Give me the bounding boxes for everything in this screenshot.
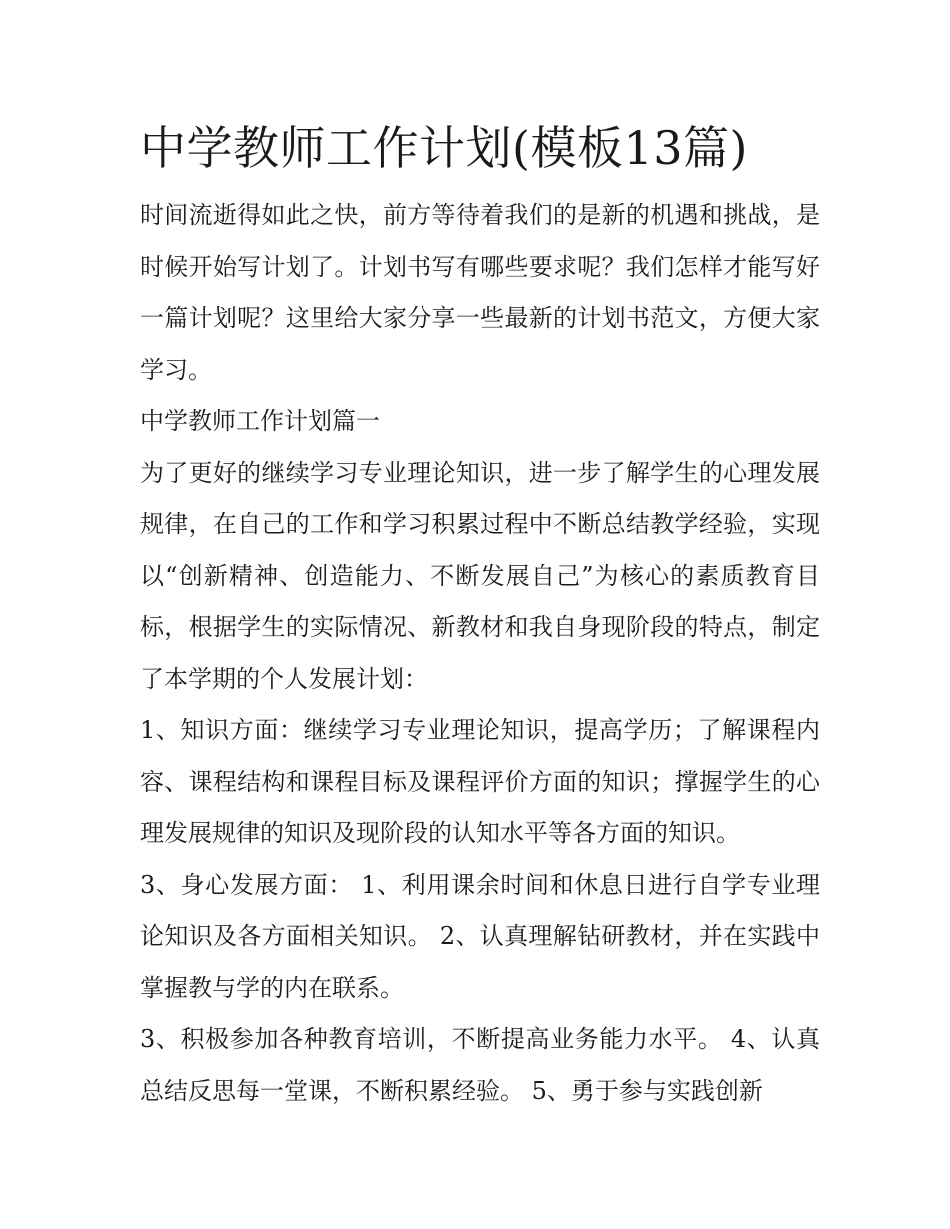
document-title: 中学教师工作计划(模板13篇) <box>140 121 748 175</box>
document-body <box>140 112 820 1117</box>
body-paragraph: 3、积极参加各种教育培训，不断提高业务能力水平。 4、认真总结反思每一堂课，不断积累经验。 5、勇于参与实践创新 <box>140 1025 820 1105</box>
body-paragraph: 为了更好的继续学习专业理论知识，进一步了解学生的心理发展规律，在自己的工作和学习积累过程中不断总结教学经验，实现以“创新精神、创造能力、不断发展自己”为核心的素质教育目标，根据学生的实际情况、新教材和我自身现阶段的特点，制定了本学期的个人发展计划： <box>140 458 820 693</box>
body-paragraph: 1、知识方面：继续学习专业理论知识，提高学历；了解课程内容、课程结构和课程目标及课程评价方面的知识；撑握学生的心理发展规律的知识及现阶段的认知水平等各方面的知识。 <box>140 716 820 847</box>
body-paragraph: 3、身心发展方面： 1、利用课余时间和休息日进行自学专业理论知识及各方面相关知识。 2、认真理解钻研教材，并在实践中掌握教与学的内在联系。 <box>140 870 820 1002</box>
intro-paragraph: 时间流逝得如此之快，前方等待着我们的是新的机遇和挑战，是时候开始写计划了。计划书写有哪些要求呢？我们怎样才能写好一篇计划呢？这里给大家分享一些最新的计划书范文，方便大家学习。 <box>140 201 820 384</box>
section-heading: 中学教师工作计划篇一 <box>140 407 380 435</box>
